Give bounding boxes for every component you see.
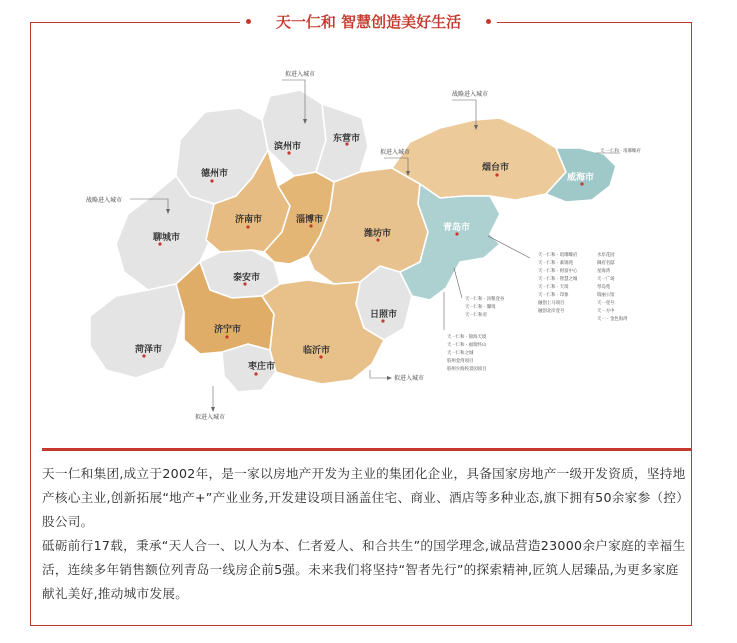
city-label-jinan: 济南市 bbox=[235, 215, 263, 225]
project-b-1: 水岸花园 bbox=[597, 253, 615, 258]
qingdao-projects-c bbox=[465, 295, 505, 318]
city-label-dezhou: 德州市 bbox=[201, 169, 229, 179]
city-label-rizhao: 日照市 bbox=[370, 310, 398, 320]
section-divider bbox=[42, 448, 692, 451]
leader-line-linyi bbox=[370, 370, 388, 378]
project-d-1: 天一仁和 · 锦海天境 bbox=[447, 335, 487, 340]
intro-paragraph-1: 天一仁和集团,成立于2002年，是一家以房地产开发为主业的集团化企业，具备国家房地产一级开发资质，坚持地产核心主业,创新拓展“地产+”产业业务,开发建设项目涵盖住宅、商业、酒店等多种业态,旗下拥有50余家参（控）股公司。 bbox=[42, 466, 686, 529]
project-c-2: 天一仁和 · 馨境 bbox=[465, 305, 496, 310]
city-label-taian: 泰安市 bbox=[233, 273, 261, 283]
annotation-weifang: 拟进入城市 bbox=[380, 149, 411, 156]
project-b-9: 天一 · 金色海湾 bbox=[597, 317, 628, 322]
annotation-zaozhuang: 拟进入城市 bbox=[195, 414, 226, 421]
city-label-qingdao: 青岛市 bbox=[443, 223, 471, 233]
project-a-6: 天一仁和 · 印象 bbox=[538, 293, 569, 298]
project-b-8: 天一方中 bbox=[597, 309, 615, 314]
qingdao-projects-d bbox=[447, 333, 487, 372]
project-b-3: 星海湾 bbox=[597, 269, 611, 274]
region-heze bbox=[90, 284, 184, 378]
project-c-3: 天一仁和府 bbox=[465, 313, 487, 318]
leader-line-qingdao-c bbox=[454, 268, 462, 298]
city-label-jining: 济宁市 bbox=[214, 325, 242, 335]
project-d-2: 天一仁和 · 福瑞怀山 bbox=[447, 343, 487, 348]
project-a-3: 天一仁和 · 财富中心 bbox=[538, 269, 578, 274]
city-label-zaozhuang: 枣庄市 bbox=[248, 362, 276, 372]
annotation-linyi: 拟进入城市 bbox=[394, 375, 425, 382]
city-label-weihai: 威海市 bbox=[567, 173, 595, 183]
project-a-7: 融创上马项目 bbox=[538, 301, 565, 306]
city-label-binzhou: 滨州市 bbox=[274, 142, 302, 152]
project-b-2: 御府名邸 bbox=[597, 261, 615, 266]
annotation-yantai: 战略进入城市 bbox=[452, 91, 489, 98]
qingdao-projects-a bbox=[538, 251, 578, 314]
project-a-5: 天一仁和 · 天境 bbox=[538, 285, 569, 290]
project-b-4: 天一广场 bbox=[597, 277, 615, 282]
project-a-2: 天一仁和 · 素锦苑 bbox=[538, 261, 573, 266]
annotation-dezhou: 战略进入城市 bbox=[86, 197, 123, 204]
project-d-5: 胶州少海校景园项目 bbox=[447, 367, 487, 372]
city-label-linyi: 临沂市 bbox=[303, 346, 331, 356]
city-label-dongying: 东营市 bbox=[333, 134, 361, 144]
project-c-1: 天一仁和 · 顶粮壹谷 bbox=[465, 297, 505, 302]
city-label-heze: 菏泽市 bbox=[135, 345, 163, 355]
project-d-4: 胶州金湾项目 bbox=[447, 359, 474, 364]
project-a-8: 融创北岸壹号 bbox=[538, 309, 565, 314]
project-b-5: 琴岛苑 bbox=[597, 285, 611, 290]
company-intro bbox=[42, 462, 687, 606]
page-title: 天一仁和 智慧创造美好生活 bbox=[275, 13, 462, 31]
project-a-1: 天一仁和 · 琅琊臻府 bbox=[538, 253, 578, 258]
project-b-7: 天一壹号 bbox=[597, 301, 615, 306]
project-b-6: 瑞丽公馆 bbox=[597, 293, 615, 298]
weihai-project: 天一·仁和 · 琅琊臻府 bbox=[600, 149, 641, 154]
city-label-liaocheng: 聊城市 bbox=[153, 233, 181, 243]
city-label-yantai: 烟台市 bbox=[482, 163, 510, 173]
project-a-4: 天一仁和 · 智慧之城 bbox=[538, 277, 578, 282]
annotation-binzhou: 拟进入城市 bbox=[285, 71, 316, 78]
qingdao-projects-b bbox=[597, 251, 628, 322]
city-label-weifang: 潍坊市 bbox=[364, 229, 392, 239]
city-label-zibo: 淄博市 bbox=[296, 215, 324, 225]
project-d-3: 天一仁和之城 bbox=[447, 351, 474, 356]
intro-paragraph-2: 砥砺前行17载，秉承“天人合一、以人为本、仁者爱人、和合共生”的国学理念,诚品营造23000余户家庭的幸福生活，连续多年销售额位列青岛一线房企前5强。未来我们将坚持“智者先行”的探索精神,匠筑人居臻品,为更多家庭献礼美好,推动城市发展。 bbox=[42, 538, 686, 601]
